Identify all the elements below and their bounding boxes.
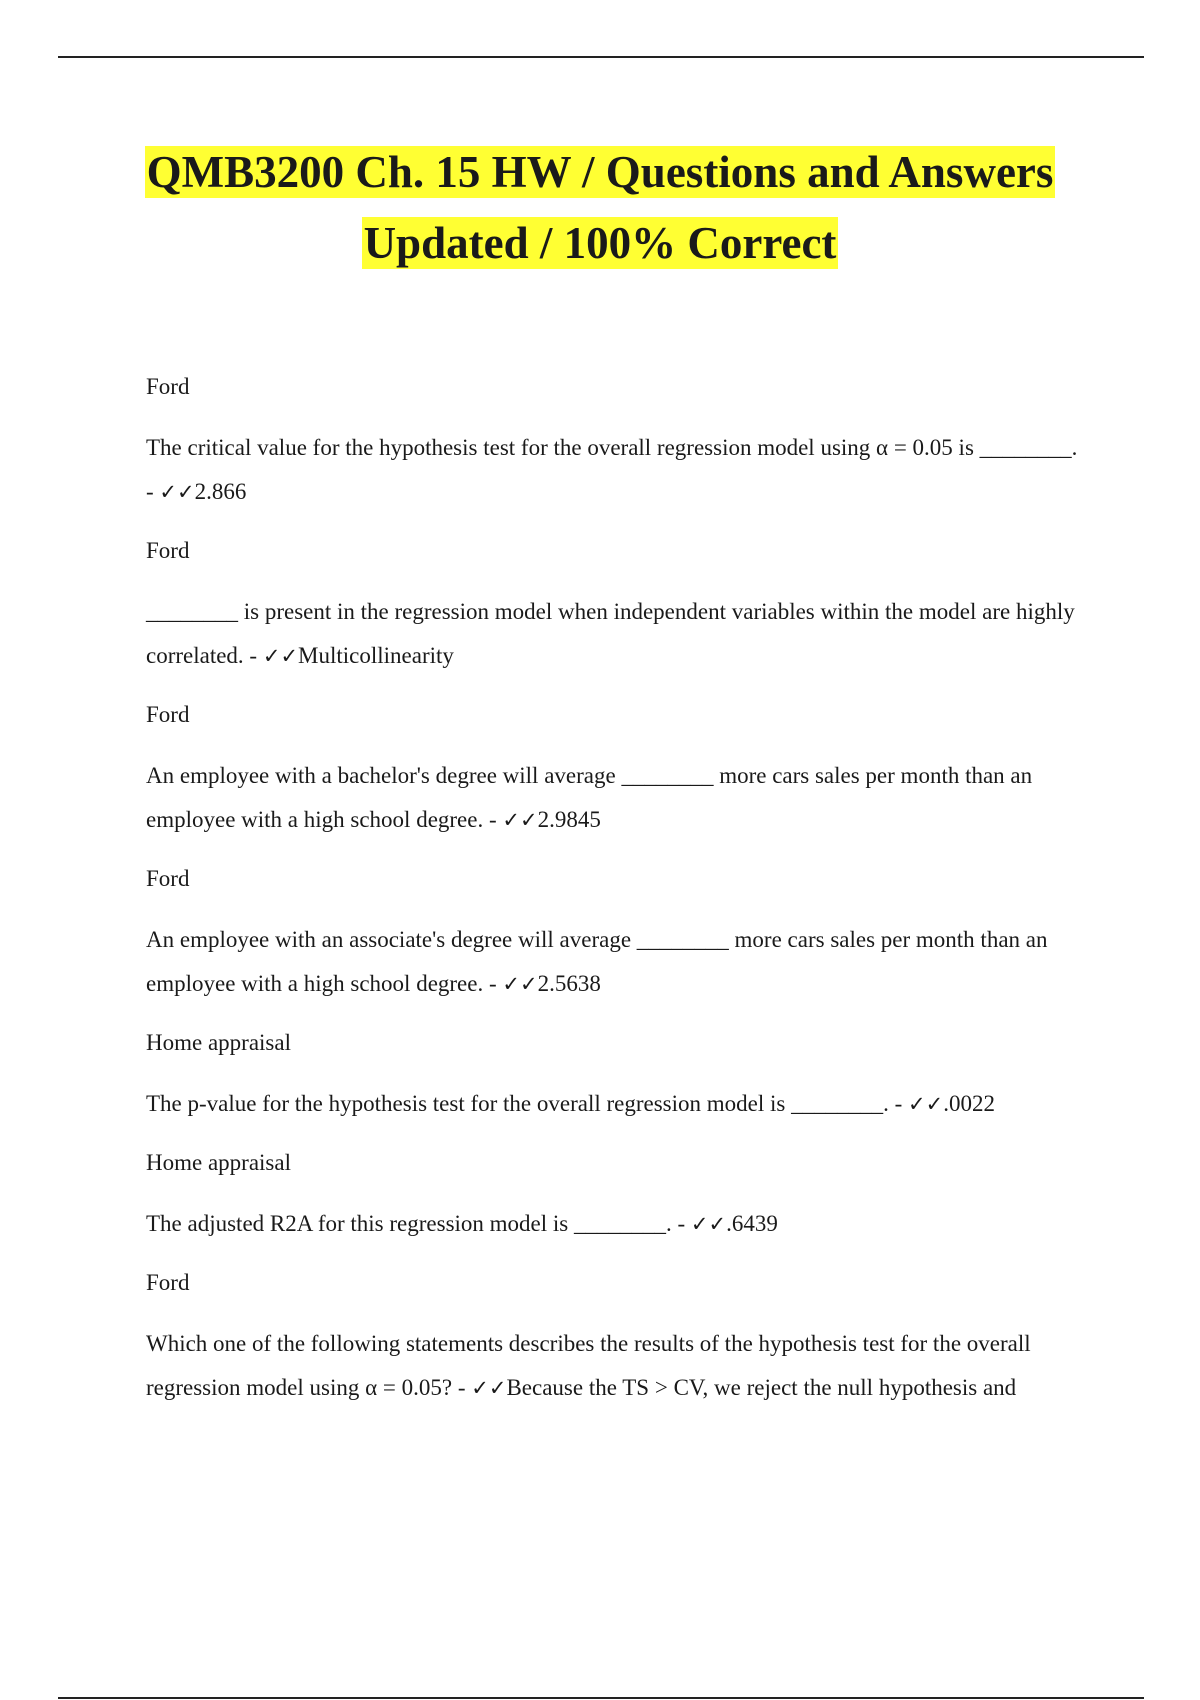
answer-text: Because the TS > CV, we reject the null hypothesis and bbox=[506, 1375, 1017, 1400]
question-text: The adjusted R2A for this regression model is ________. - bbox=[146, 1211, 691, 1236]
qa-category: Ford bbox=[146, 374, 190, 399]
check-icon: ✓✓ bbox=[502, 808, 538, 832]
title-line-2: Updated / 100% Correct bbox=[363, 218, 837, 268]
qa-question bbox=[146, 918, 1086, 1006]
qa-item bbox=[146, 536, 1086, 678]
check-icon: ✓✓ bbox=[471, 1376, 507, 1400]
question-text: Which one of the following statements describes the results of the hypothesis test for the overall regression model using α = 0.05? - bbox=[146, 1331, 1031, 1400]
document-title bbox=[0, 140, 1200, 294]
top-rule bbox=[58, 56, 1144, 58]
bottom-rule bbox=[58, 1697, 1144, 1699]
answer-text: Multicollinearity bbox=[298, 643, 454, 668]
check-icon: ✓✓ bbox=[502, 972, 538, 996]
qa-item bbox=[146, 1148, 1086, 1246]
question-text: An employee with an associate's degree will average ________ more cars sales per month than an employee with a high school degree. - bbox=[146, 927, 1048, 996]
qa-question bbox=[146, 590, 1086, 678]
qa-list bbox=[146, 372, 1086, 1432]
qa-item bbox=[146, 1028, 1086, 1126]
question-text: The critical value for the hypothesis test for the overall regression model using α = 0.05 is ________. - bbox=[146, 435, 1078, 504]
qa-item bbox=[146, 1268, 1086, 1410]
check-icon: ✓✓ bbox=[690, 1212, 727, 1236]
check-icon: ✓✓ bbox=[262, 644, 299, 668]
question-text: The p-value for the hypothesis test for the overall regression model is ________. - bbox=[146, 1091, 909, 1116]
question-text: An employee with a bachelor's degree will average ________ more cars sales per month than an employee with a high school degree. - bbox=[146, 763, 1033, 832]
qa-question bbox=[146, 1322, 1086, 1410]
qa-category: Ford bbox=[146, 538, 190, 563]
qa-item bbox=[146, 372, 1086, 514]
qa-item bbox=[146, 700, 1086, 842]
answer-text: .6439 bbox=[726, 1211, 778, 1236]
answer-text: 2.9845 bbox=[537, 807, 601, 832]
check-icon: ✓✓ bbox=[159, 480, 195, 504]
qa-question bbox=[146, 426, 1086, 514]
qa-question bbox=[146, 1202, 1086, 1246]
answer-text: 2.5638 bbox=[537, 971, 601, 996]
qa-category: Home appraisal bbox=[146, 1150, 291, 1175]
question-text: ________ is present in the regression model when independent variables within the model are highly correlated. - bbox=[146, 599, 1075, 668]
qa-category: Ford bbox=[146, 1270, 190, 1295]
qa-category: Ford bbox=[146, 866, 190, 891]
qa-item bbox=[146, 864, 1086, 1006]
qa-category: Ford bbox=[146, 702, 190, 727]
qa-question bbox=[146, 1082, 1086, 1126]
title-line-1: QMB3200 Ch. 15 HW / Questions and Answers bbox=[146, 147, 1054, 197]
check-icon: ✓✓ bbox=[908, 1092, 944, 1116]
answer-text: 2.866 bbox=[194, 479, 247, 504]
answer-text: .0022 bbox=[943, 1091, 995, 1116]
qa-category: Home appraisal bbox=[146, 1030, 291, 1055]
qa-question bbox=[146, 754, 1086, 842]
